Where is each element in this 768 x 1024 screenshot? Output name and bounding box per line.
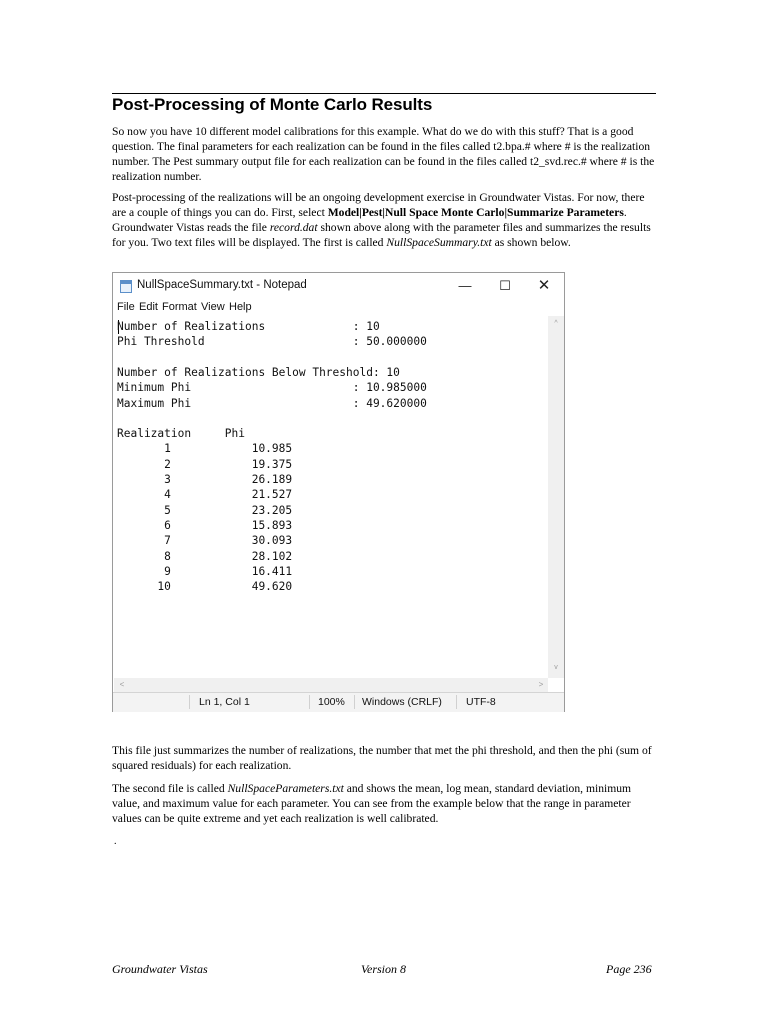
p2-text-c: shown above along with the parameter files and summarizes the results for you. Two text files will be displayed. The first is called [112, 221, 651, 249]
footer-product: Groundwater Vistas [112, 962, 208, 976]
p4-text-a: The second file is called [112, 782, 228, 795]
menu-help[interactable]: Help [229, 301, 252, 313]
p4-text-b: and shows the mean, log mean, standard deviation, minimum value, and maximum value for each parameter. You can see from the example below that the range in parameter values can be quite extreme and yet each realization is well calibrated. [112, 782, 632, 825]
notepad-text-area[interactable] [114, 316, 547, 678]
notepad-window-title: NullSpaceSummary.txt - Notepad [137, 279, 307, 291]
menu-path: Model|Pest|Null Space Monte Carlo|Summarize Parameters [327, 206, 624, 219]
notepad-window [112, 272, 565, 712]
editor-line: 2 19.375 [117, 457, 293, 471]
p2-text-d: as shown below. [491, 236, 571, 249]
scroll-left-arrow[interactable]: < [119, 680, 125, 689]
scroll-up-arrow[interactable]: ^ [554, 320, 558, 327]
status-separator [354, 695, 355, 709]
editor-line: Realization Phi [117, 427, 245, 441]
editor-line: Maximum Phi : 49.620000 [117, 396, 427, 410]
footer-version: Version 8 [361, 962, 406, 976]
editor-line: 1 10.985 [117, 442, 293, 456]
footer-page-number: Page 236 [606, 962, 652, 976]
vertical-scrollbar[interactable] [548, 316, 564, 678]
header-rule [112, 93, 656, 94]
editor-line: Number of Realizations Below Threshold: 10 [117, 365, 400, 379]
horizontal-scrollbar[interactable] [114, 678, 548, 692]
editor-line: 3 26.189 [117, 473, 293, 486]
close-button[interactable]: ✕ [537, 277, 551, 294]
p2-text-b: . Groundwater Vistas reads the file [112, 206, 627, 234]
editor-line: 6 15.893 [117, 518, 293, 532]
status-separator [309, 695, 310, 709]
summary-file-name: NullSpaceSummary.txt [386, 236, 492, 249]
maximize-button[interactable]: ☐ [499, 278, 511, 293]
editor-line: 4 21.527 [117, 488, 293, 502]
status-line-ending: Windows (CRLF) [362, 696, 442, 708]
menu-format[interactable]: Format [162, 301, 197, 313]
menu-edit[interactable]: Edit [139, 301, 158, 313]
status-encoding: UTF-8 [466, 696, 496, 708]
section-title: Post-Processing of Monte Carlo Results [112, 95, 433, 114]
minimize-button[interactable]: — [458, 278, 472, 293]
editor-line: Minimum Phi : 10.985000 [117, 381, 427, 395]
notepad-status-bar [113, 692, 564, 712]
status-separator [456, 695, 457, 709]
editor-line: 7 30.093 [117, 534, 293, 548]
editor-line: 5 23.205 [117, 503, 293, 517]
status-cursor-position: Ln 1, Col 1 [199, 696, 250, 708]
menu-file[interactable]: File [117, 301, 135, 313]
status-zoom: 100% [318, 696, 345, 708]
notepad-app-icon [120, 280, 132, 293]
editor-line: 10 49.620 [117, 580, 293, 594]
menu-view[interactable]: View [201, 301, 225, 313]
editor-line: 8 28.102 [117, 549, 293, 563]
parameters-file-name: NullSpaceParameters.txt [227, 782, 344, 795]
paragraph-post-processing [112, 190, 657, 250]
paragraph-summary-explanation: This file just summarizes the number of realizations, the number that met the phi threshold, and then the phi (sum of squared residuals) for each realization. [112, 744, 652, 772]
p2-text-a: Post-processing of the realizations will be an ongoing development exercise in Groundwater Vistas. For now, there are a couple of things you can do. First, select [112, 191, 645, 219]
editor-line: Phi Threshold : 50.000000 [117, 335, 427, 349]
notepad-menubar [113, 300, 564, 316]
editor-line: 9 16.411 [117, 564, 293, 578]
paragraph-intro: So now you have 10 different model calibrations for this example. What do we do with this stuff? That is a good question. The final parameters for each realization can be found in the files called t2.bpa.# where # is the realization number. The Pest summary output file for each realization can be found in the files called t2_svd.rec.# where # is the realization number. [112, 125, 655, 183]
record-file-name: record.dat [269, 221, 318, 234]
scroll-down-arrow[interactable]: v [554, 664, 558, 671]
status-separator [189, 695, 190, 709]
trailing-mark: . [114, 836, 117, 847]
scroll-right-arrow[interactable]: > [538, 680, 544, 689]
notepad-titlebar[interactable] [113, 273, 564, 300]
editor-line: Number of Realizations : 10 [117, 320, 380, 333]
paragraph-second-file [112, 781, 657, 826]
